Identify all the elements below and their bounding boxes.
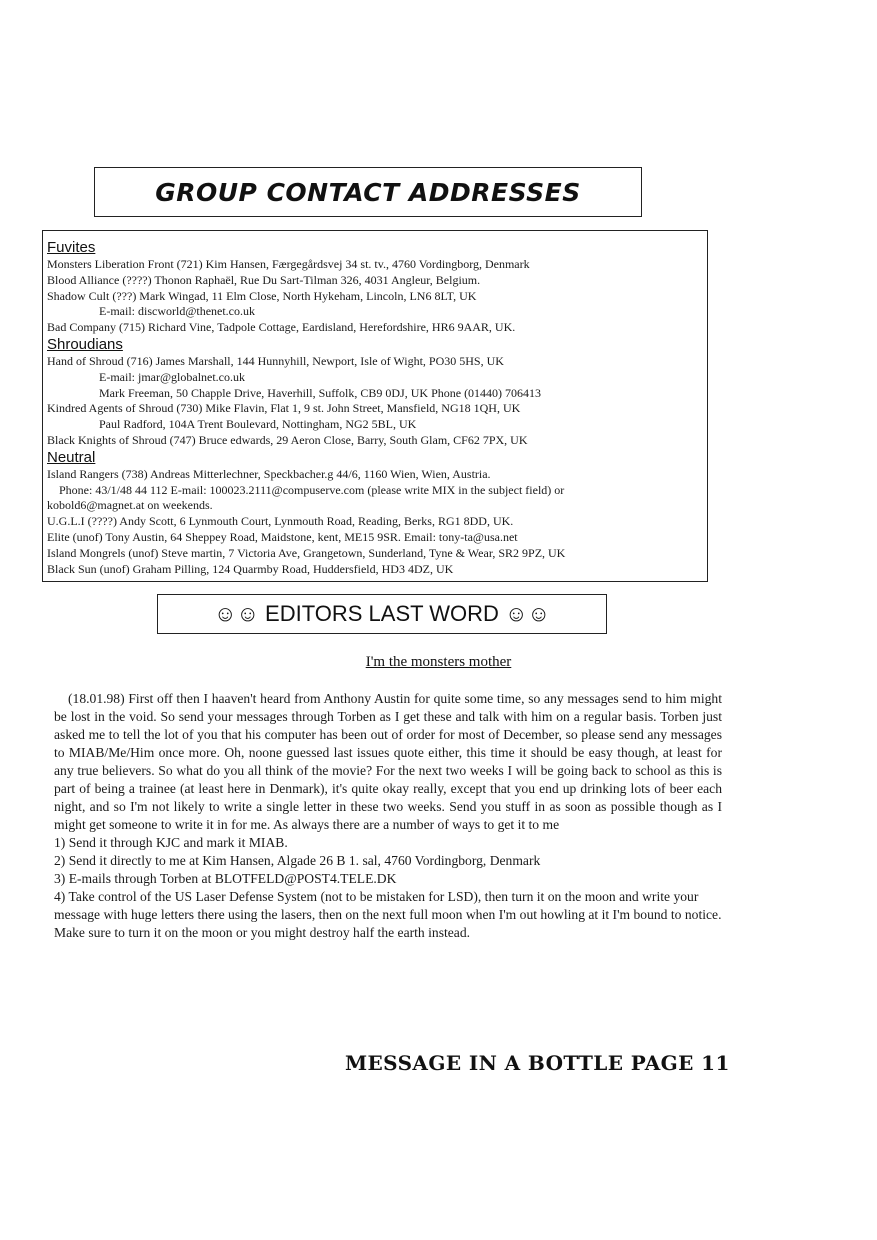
list-item: 1) Send it through KJC and mark it MIAB. — [54, 835, 288, 850]
contact-entry: E-mail: discworld@thenet.co.uk — [99, 304, 256, 319]
contact-entry: kobold6@magnet.at on weekends. — [47, 498, 213, 513]
editor-heading-box — [157, 594, 607, 634]
contact-entry: Monsters Liberation Front (721) Kim Hansen, Færgegårdsvej 34 st. tv., 4760 Vordingborg, Denmark — [47, 257, 530, 271]
list-item: 3) E-mails through Torben at BLOTFELD@POST4.TELE.DK — [54, 871, 397, 886]
contact-entry: Shadow Cult (???) Mark Wingad, 11 Elm Close, North Hykeham, Lincoln, LN6 8LT, UK — [47, 288, 477, 303]
list-item: 2) Send it directly to me at Kim Hansen, Algade 26 B 1. sal, 4760 Vordingborg, Denmark — [54, 853, 541, 868]
page-title: GROUP CONTACT ADDRESSES — [155, 177, 581, 207]
editor-heading: ☺☺ EDITORS LAST WORD ☺☺ — [214, 601, 550, 626]
contact-entry: E-mail: jmar@globalnet.co.uk — [99, 369, 246, 384]
contact-entry: Phone: 43/1/48 44 112 E-mail: 100023.2111@compuserve.com (please write MIX in the subject field) or — [59, 482, 565, 497]
contact-entry: Black Sun (unof) Graham Pilling, 124 Quarmby Road, Huddersfield, HD3 4DZ, UK — [47, 561, 454, 576]
contact-entry: Bad Company (715) Richard Vine, Tadpole Cottage, Eardisland, Herefordshire, HR6 9AAR, UK. — [47, 320, 516, 335]
article-body — [54, 690, 722, 942]
contact-entry: Island Mongrels (unof) Steve martin, 7 Victoria Ave, Grangetown, Sunderland, Tyne & Wear, SR2 9PZ, UK — [47, 545, 566, 560]
contact-entry: Hand of Shroud (716) James Marshall, 144 Hunnyhill, Newport, Isle of Wight, PO30 5HS, UK — [47, 353, 504, 368]
contact-entry: Island Rangers (738) Andreas Mitterlechner, Speckbacher.g 44/6, 1160 Wien, Wien, Austria. — [47, 466, 491, 481]
article-title: I'm the monsters mother — [365, 654, 512, 670]
section-heading-fuvites: Fuvites — [47, 239, 96, 256]
contact-entry: Blood Alliance (????) Thonon Raphaël, Rue Du Sart-Tilman 326, 4031 Angleur, Belgium. — [47, 272, 481, 287]
contact-entry: Paul Radford, 104A Trent Boulevard, Nottingham, NG2 5BL, UK — [99, 417, 417, 432]
article-paragraph: (18.01.98) First off then I haaven't heard from Anthony Austin for quite some time, so any messages send to him might be lost in the void. So send your messages through Torben as I get these and talk with him on a regular basis. Torben just asked me to tell the lot of you that his computer has been out of order for most of December, so please send any messages to MIAB/Me/Him once more. Oh, noone guessed last issues quote either, this time it should be easy though, at least for any true believers. So what do you all think of the movie? For the next two weeks I will be going back to school as this is part of being a trainee (at least here in Denmark), it's quite okay really, except that you end up drinking lots of beer each night, and so I'm not likely to write a single letter in these two weeks. Send you stuff in as soon as possible though as I might get someone to write it in for me. As always there are a number of ways to get it to me — [54, 691, 722, 832]
section-heading-shroudians: Shroudians — [47, 335, 123, 353]
contact-entry: U.G.L.I (????) Andy Scott, 6 Lynmouth Court, Lynmouth Road, Reading, Berks, RG1 8DD, UK. — [47, 514, 514, 529]
contacts-box — [42, 230, 708, 582]
section-heading-neutral: Neutral — [47, 448, 96, 466]
page-footer: MESSAGE IN A BOTTLE PAGE 11 — [345, 1051, 730, 1075]
contact-entry: Kindred Agents of Shroud (730) Mike Flavin, Flat 1, 9 st. John Street, Mansfield, NG18 1QH, UK — [47, 401, 521, 416]
contact-entry: Black Knights of Shroud (747) Bruce edwards, 29 Aeron Close, Barry, South Glam, CF62 7PX, UK — [47, 432, 528, 447]
contact-entry: Mark Freeman, 50 Chapple Drive, Haverhill, Suffolk, CB9 0DJ, UK Phone (01440) 706413 — [99, 385, 542, 400]
contact-entry: Elite (unof) Tony Austin, 64 Sheppey Road, Maidstone, kent, ME15 9SR. Email: tony-ta@usa.net — [47, 529, 518, 544]
page-title-box — [94, 167, 642, 217]
list-item: 4) Take control of the US Laser Defense System (not to be mistaken for LSD), then turn it on the moon and write your message with huge letters there using the lasers, then on the next full moon when I'm out howling at it I'm bound to notice. Make sure to turn it on the moon or you might destroy half the earth instead. — [54, 889, 722, 940]
